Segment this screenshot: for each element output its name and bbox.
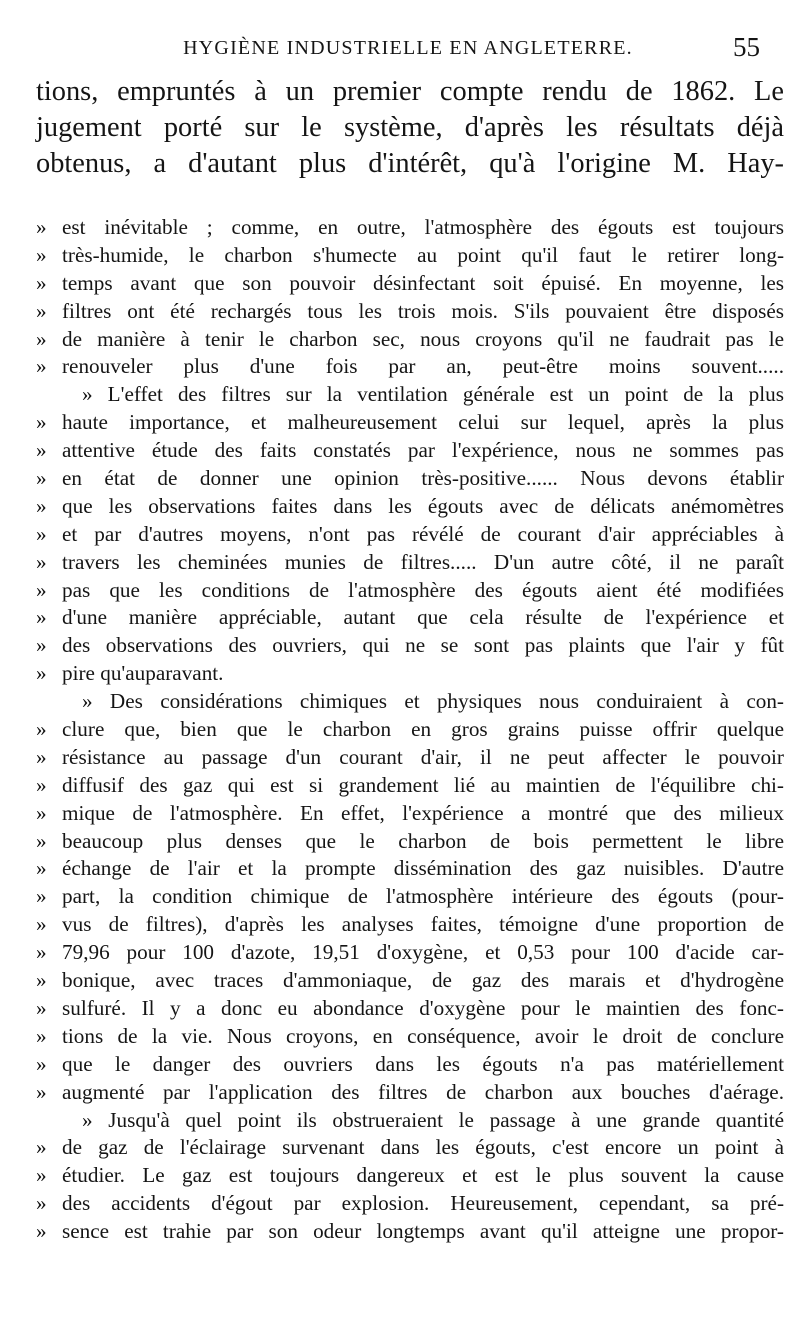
guillemet-mark: » bbox=[36, 1023, 47, 1048]
quote-line-text: de gaz de l'éclairage survenant dans les égouts, c'est encore un point à bbox=[62, 1135, 784, 1160]
quote-line-text: mique de l'atmosphère. En effet, l'expérience a montré que des milieux bbox=[62, 800, 784, 825]
quote-line-text: des accidents d'égout par explosion. Heureusement, cependant, sa pré- bbox=[62, 1191, 784, 1216]
quote-line-text: pire qu'auparavant. bbox=[62, 661, 224, 686]
page-number: 55 bbox=[733, 32, 760, 62]
guillemet-mark: » bbox=[36, 940, 47, 965]
guillemet-mark: » bbox=[36, 661, 47, 686]
quote-line bbox=[36, 688, 784, 716]
quote-line-text: de manière à tenir le charbon sec, nous croyons qu'il ne faudrait pas le bbox=[62, 326, 784, 351]
guillemet-mark: » bbox=[36, 215, 47, 239]
quote-line-text: échange de l'air et la prompte dissémination des gaz nuisibles. D'autre bbox=[62, 856, 784, 881]
quote-line-text: temps avant que son pouvoir désinfectant soit épuisé. En moyenne, les bbox=[62, 270, 784, 295]
quote-line-text: travers les cheminées munies de filtres..... D'un autre côté, il ne paraît bbox=[62, 549, 784, 574]
quote-line bbox=[36, 772, 784, 800]
intro-line: jugement porté sur le système, d'après les résultats déjà bbox=[36, 112, 784, 143]
quote-line-text: augmenté par l'application des filtres de charbon aux bouches d'aérage. bbox=[62, 1079, 784, 1104]
guillemet-mark: » bbox=[36, 270, 47, 295]
quote-line-text: étudier. Le gaz est toujours dangereux et est le plus souvent la cause bbox=[62, 1163, 784, 1188]
quote-line bbox=[36, 521, 784, 549]
quote-line bbox=[36, 1162, 784, 1190]
intro-line: obtenus, a d'autant plus d'intérêt, qu'à l'origine M. Hay- bbox=[36, 148, 784, 179]
guillemet-mark: » bbox=[36, 1191, 47, 1216]
quote-line-text: 79,96 pour 100 d'azote, 19,51 d'oxygène, et 0,53 pour 100 d'acide car- bbox=[62, 940, 784, 965]
quote-line-text: sulfuré. Il y a donc eu abondance d'oxygène pour le maintien des fonc- bbox=[62, 995, 784, 1020]
quote-line-text: tions de la vie. Nous croyons, en conséquence, avoir le droit de conclure bbox=[62, 1023, 784, 1048]
quote-line bbox=[36, 800, 784, 828]
quote-line bbox=[36, 1079, 784, 1107]
quote-line bbox=[36, 437, 784, 465]
guillemet-mark: » bbox=[36, 466, 47, 491]
quote-line bbox=[36, 381, 784, 409]
guillemet-mark: » bbox=[36, 1135, 47, 1160]
quote-line bbox=[36, 242, 784, 270]
quote-line bbox=[36, 744, 784, 772]
quote-line-text: d'une manière appréciable, autant que cela résulte de l'expérience et bbox=[62, 605, 784, 630]
quote-line-text: filtres ont été rechargés tous les trois mois. S'ils pouvaient être disposés bbox=[62, 298, 784, 323]
guillemet-mark: » bbox=[36, 410, 47, 435]
quote-line-text: attentive étude des faits constatés par l'expérience, nous ne sommes pas bbox=[62, 438, 784, 463]
quote-line-text: » Des considérations chimiques et physiques nous conduiraient à con- bbox=[82, 689, 784, 714]
guillemet-mark: » bbox=[36, 717, 47, 742]
quote-line bbox=[36, 465, 784, 493]
guillemet-mark: » bbox=[36, 298, 47, 323]
quote-line bbox=[36, 883, 784, 911]
guillemet-mark: » bbox=[36, 884, 47, 909]
guillemet-mark: » bbox=[36, 354, 47, 379]
guillemet-mark: » bbox=[36, 828, 47, 853]
quote-line-text: diffusif des gaz qui est si grandement lié au maintien de l'équilibre chi- bbox=[62, 772, 784, 797]
quote-line-text: très-humide, le charbon s'humecte au point qu'il faut le retirer long- bbox=[62, 242, 784, 267]
guillemet-mark: » bbox=[36, 605, 47, 630]
quote-line bbox=[36, 549, 784, 577]
guillemet-mark: » bbox=[36, 577, 47, 602]
guillemet-mark: » bbox=[36, 1079, 47, 1104]
quote-line bbox=[36, 298, 784, 326]
guillemet-mark: » bbox=[36, 968, 47, 993]
quote-line bbox=[36, 326, 784, 354]
quote-line-text: renouveler plus d'une fois par an, peut-être moins souvent..... bbox=[62, 354, 784, 379]
quote-line-text: que les observations faites dans les égouts avec de délicats anémomètres bbox=[62, 493, 784, 518]
quote-line bbox=[36, 660, 784, 688]
quote-line-text: que le danger des ouvriers dans les égouts n'a pas matériellement bbox=[62, 1051, 784, 1076]
quote-line-text: vus de filtres), d'après les analyses faites, témoigne d'une proportion de bbox=[62, 912, 784, 937]
running-title: HYGIÈNE INDUSTRIELLE EN ANGLETERRE. bbox=[183, 37, 633, 59]
guillemet-mark: » bbox=[36, 521, 47, 546]
quote-line bbox=[36, 1023, 784, 1051]
guillemet-mark: » bbox=[36, 800, 47, 825]
quote-line bbox=[36, 1107, 784, 1135]
quote-line bbox=[36, 632, 784, 660]
quote-line bbox=[36, 855, 784, 883]
quote-line bbox=[36, 967, 784, 995]
quote-line bbox=[36, 828, 784, 856]
quote-line bbox=[36, 353, 784, 381]
guillemet-mark: » bbox=[36, 856, 47, 881]
guillemet-mark: » bbox=[36, 1051, 47, 1076]
guillemet-mark: » bbox=[36, 326, 47, 351]
guillemet-mark: » bbox=[36, 633, 47, 658]
quote-line bbox=[36, 270, 784, 298]
quote-line bbox=[36, 214, 784, 242]
quote-line-text: en état de donner une opinion très-positive...... Nous devons établir bbox=[62, 466, 784, 491]
quote-line bbox=[36, 409, 784, 437]
running-header bbox=[36, 30, 780, 64]
quote-line-text: » L'effet des filtres sur la ventilation générale est un point de la plus bbox=[82, 382, 784, 407]
guillemet-mark: » bbox=[36, 744, 47, 769]
quote-line-text: résistance au passage d'un courant d'air, il ne peut affecter le pouvoir bbox=[62, 744, 784, 769]
intro-line: tions, empruntés à un premier compte rendu de 1862. Le bbox=[36, 76, 784, 107]
quote-line-text: pas que les conditions de l'atmosphère des égouts aient été modifiées bbox=[62, 577, 784, 602]
quote-line-text: part, la condition chimique de l'atmosphère intérieure des égouts (pour- bbox=[62, 884, 784, 909]
quote-line-text: et par d'autres moyens, n'ont pas révélé de courant d'air appréciables à bbox=[62, 521, 784, 546]
quote-line bbox=[36, 604, 784, 632]
quote-line bbox=[36, 716, 784, 744]
quote-line-text: bonique, avec traces d'ammoniaque, de gaz des marais et d'hydrogène bbox=[62, 968, 784, 993]
intro-paragraph bbox=[36, 74, 784, 182]
guillemet-mark: » bbox=[36, 1163, 47, 1188]
quote-line bbox=[36, 995, 784, 1023]
guillemet-mark: » bbox=[36, 493, 47, 518]
quote-line bbox=[36, 577, 784, 605]
quote-line bbox=[36, 1218, 784, 1246]
quote-line bbox=[36, 1134, 784, 1162]
quote-line bbox=[36, 1051, 784, 1079]
quote-line bbox=[36, 493, 784, 521]
quoted-passage bbox=[36, 214, 784, 1246]
guillemet-mark: » bbox=[36, 772, 47, 797]
quote-line-text: » Jusqu'à quel point ils obstrueraient le passage à une grande quantité bbox=[82, 1107, 784, 1132]
quote-line-text: beaucoup plus denses que le charbon de bois permettent le libre bbox=[62, 828, 784, 853]
quote-line bbox=[36, 939, 784, 967]
quote-line-text: clure que, bien que le charbon en gros grains puisse offrir quelque bbox=[62, 717, 784, 742]
quote-line bbox=[36, 911, 784, 939]
quote-line-text: sence est trahie par son odeur longtemps avant qu'il atteigne une propor- bbox=[62, 1219, 784, 1244]
quote-line-text: est inévitable ; comme, en outre, l'atmosphère des égouts est toujours bbox=[62, 215, 784, 239]
quote-line-text: haute importance, et malheureusement celui sur lequel, après la plus bbox=[62, 410, 784, 435]
quote-line-text: des observations des ouvriers, qui ne se sont pas plaints que l'air y fût bbox=[62, 633, 784, 658]
guillemet-mark: » bbox=[36, 912, 47, 937]
guillemet-mark: » bbox=[36, 242, 47, 267]
quote-line bbox=[36, 1190, 784, 1218]
guillemet-mark: » bbox=[36, 1219, 47, 1244]
guillemet-mark: » bbox=[36, 995, 47, 1020]
guillemet-mark: » bbox=[36, 438, 47, 463]
guillemet-mark: » bbox=[36, 549, 47, 574]
